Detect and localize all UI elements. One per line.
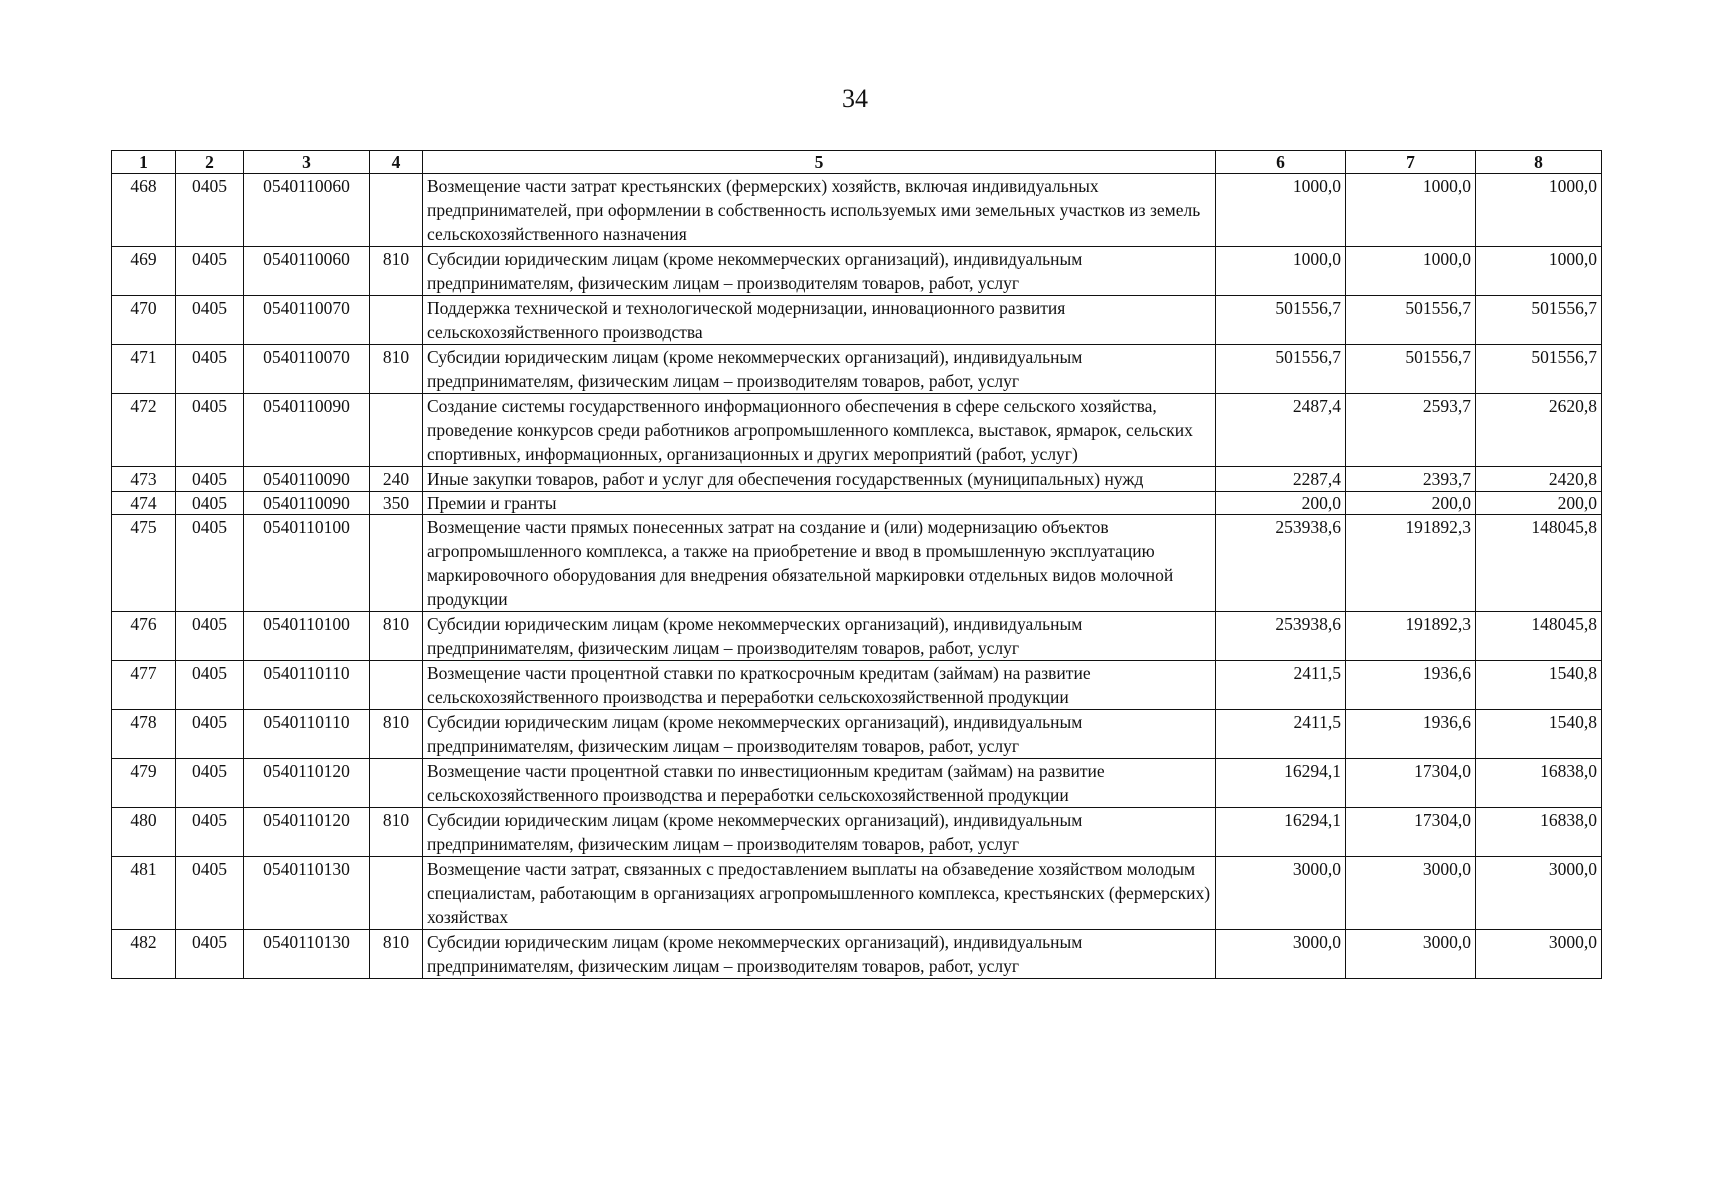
section-code: 0405 [176,857,244,930]
target-article-code: 0540110120 [244,759,370,808]
budget-table [111,150,1602,979]
amount-col-8: 3000,0 [1476,857,1602,930]
section-code: 0405 [176,808,244,857]
table-row [112,710,1602,759]
amount-col-8: 3000,0 [1476,930,1602,979]
target-article-code: 0540110120 [244,808,370,857]
table-row [112,759,1602,808]
amount-col-8: 1540,8 [1476,710,1602,759]
amount-col-7: 1936,6 [1346,710,1476,759]
col-header-5: 5 [423,151,1216,174]
target-article-code: 0540110090 [244,394,370,467]
item-name: Создание системы государственного информационного обеспечения в сфере сельского хозяйства, проведение конкурсов среди работников агропромышленного комплекса, выставок, ярмарок, сельских спортивных, информационных, организационных и других мероприятий (работ, услуг) [423,394,1216,467]
table-row [112,345,1602,394]
table-row [112,467,1602,492]
amount-col-7: 3000,0 [1346,930,1476,979]
target-article-code: 0540110060 [244,174,370,247]
table-body [112,174,1602,979]
table-row [112,612,1602,661]
row-number: 472 [112,394,176,467]
table-row [112,515,1602,612]
page-number: 34 [842,84,868,113]
target-article-code: 0540110060 [244,247,370,296]
expense-type-code [370,759,423,808]
amount-col-7: 501556,7 [1346,345,1476,394]
table-row [112,296,1602,345]
section-code: 0405 [176,612,244,661]
section-code: 0405 [176,247,244,296]
expense-type-code [370,857,423,930]
amount-col-6: 2411,5 [1216,661,1346,710]
amount-col-8: 2620,8 [1476,394,1602,467]
table-row [112,247,1602,296]
section-code: 0405 [176,515,244,612]
section-code: 0405 [176,174,244,247]
expense-type-code [370,515,423,612]
expense-type-code [370,661,423,710]
row-number: 469 [112,247,176,296]
item-name: Возмещение части затрат, связанных с предоставлением выплаты на обзаведение хозяйством молодым специалистам, работающим в организациях агропромышленного комплекса, крестьянских (фермерских) хозяйствах [423,857,1216,930]
item-name: Субсидии юридическим лицам (кроме некоммерческих организаций), индивидуальным предпринимателям, физическим лицам – производителям товаров, работ, услуг [423,808,1216,857]
item-name: Субсидии юридическим лицам (кроме некоммерческих организаций), индивидуальным предпринимателям, физическим лицам – производителям товаров, работ, услуг [423,345,1216,394]
amount-col-7: 1936,6 [1346,661,1476,710]
item-name: Премии и гранты [423,492,1216,515]
row-number: 477 [112,661,176,710]
col-header-1: 1 [112,151,176,174]
item-name: Иные закупки товаров, работ и услуг для обеспечения государственных (муниципальных) нужд [423,467,1216,492]
row-number: 481 [112,857,176,930]
target-article-code: 0540110090 [244,467,370,492]
item-name: Субсидии юридическим лицам (кроме некоммерческих организаций), индивидуальным предпринимателям, физическим лицам – производителям товаров, работ, услуг [423,612,1216,661]
expense-type-code [370,394,423,467]
amount-col-6: 200,0 [1216,492,1346,515]
amount-col-7: 1000,0 [1346,247,1476,296]
row-number: 470 [112,296,176,345]
target-article-code: 0540110110 [244,661,370,710]
section-code: 0405 [176,345,244,394]
amount-col-6: 2487,4 [1216,394,1346,467]
item-name: Возмещение части процентной ставки по краткосрочным кредитам (займам) на развитие сельскохозяйственного производства и переработки сельскохозяйственной продукции [423,661,1216,710]
section-code: 0405 [176,930,244,979]
amount-col-8: 1000,0 [1476,174,1602,247]
table-row [112,661,1602,710]
item-name: Возмещение части затрат крестьянских (фермерских) хозяйств, включая индивидуальных предпринимателей, при оформлении в собственность используемых ими земельных участков из земель сельскохозяйственного назначения [423,174,1216,247]
amount-col-6: 1000,0 [1216,247,1346,296]
amount-col-7: 191892,3 [1346,515,1476,612]
table-row [112,857,1602,930]
amount-col-6: 2287,4 [1216,467,1346,492]
section-code: 0405 [176,296,244,345]
row-number: 479 [112,759,176,808]
amount-col-6: 1000,0 [1216,174,1346,247]
amount-col-8: 16838,0 [1476,808,1602,857]
target-article-code: 0540110100 [244,515,370,612]
amount-col-8: 501556,7 [1476,345,1602,394]
amount-col-7: 2593,7 [1346,394,1476,467]
amount-col-8: 16838,0 [1476,759,1602,808]
item-name: Поддержка технической и технологической модернизации, инновационного развития сельскохозяйственного производства [423,296,1216,345]
section-code: 0405 [176,492,244,515]
amount-col-8: 148045,8 [1476,612,1602,661]
col-header-4: 4 [370,151,423,174]
header-row [112,151,1602,174]
target-article-code: 0540110100 [244,612,370,661]
amount-col-8: 1000,0 [1476,247,1602,296]
expense-type-code: 810 [370,345,423,394]
amount-col-7: 1000,0 [1346,174,1476,247]
expense-type-code: 240 [370,467,423,492]
section-code: 0405 [176,467,244,492]
section-code: 0405 [176,661,244,710]
target-article-code: 0540110070 [244,296,370,345]
expense-type-code: 810 [370,247,423,296]
amount-col-7: 17304,0 [1346,759,1476,808]
section-code: 0405 [176,394,244,467]
row-number: 476 [112,612,176,661]
amount-col-7: 191892,3 [1346,612,1476,661]
amount-col-7: 2393,7 [1346,467,1476,492]
target-article-code: 0540110130 [244,930,370,979]
row-number: 478 [112,710,176,759]
table-row [112,394,1602,467]
amount-col-7: 3000,0 [1346,857,1476,930]
row-number: 480 [112,808,176,857]
row-number: 471 [112,345,176,394]
amount-col-7: 17304,0 [1346,808,1476,857]
expense-type-code: 350 [370,492,423,515]
amount-col-6: 501556,7 [1216,296,1346,345]
col-header-3: 3 [244,151,370,174]
row-number: 473 [112,467,176,492]
row-number: 475 [112,515,176,612]
amount-col-6: 253938,6 [1216,612,1346,661]
col-header-6: 6 [1216,151,1346,174]
target-article-code: 0540110130 [244,857,370,930]
target-article-code: 0540110070 [244,345,370,394]
amount-col-6: 253938,6 [1216,515,1346,612]
table-row [112,808,1602,857]
target-article-code: 0540110110 [244,710,370,759]
table-row [112,174,1602,247]
amount-col-6: 501556,7 [1216,345,1346,394]
section-code: 0405 [176,759,244,808]
amount-col-6: 3000,0 [1216,930,1346,979]
amount-col-7: 501556,7 [1346,296,1476,345]
amount-col-6: 3000,0 [1216,857,1346,930]
row-number: 482 [112,930,176,979]
amount-col-6: 16294,1 [1216,808,1346,857]
amount-col-8: 148045,8 [1476,515,1602,612]
row-number: 474 [112,492,176,515]
item-name: Возмещение части процентной ставки по инвестиционным кредитам (займам) на развитие сельскохозяйственного производства и переработки сельскохозяйственной продукции [423,759,1216,808]
expense-type-code: 810 [370,808,423,857]
amount-col-6: 2411,5 [1216,710,1346,759]
item-name: Субсидии юридическим лицам (кроме некоммерческих организаций), индивидуальным предпринимателям, физическим лицам – производителям товаров, работ, услуг [423,710,1216,759]
amount-col-6: 16294,1 [1216,759,1346,808]
target-article-code: 0540110090 [244,492,370,515]
expense-type-code: 810 [370,612,423,661]
table-row [112,492,1602,515]
item-name: Субсидии юридическим лицам (кроме некоммерческих организаций), индивидуальным предпринимателям, физическим лицам – производителям товаров, работ, услуг [423,930,1216,979]
amount-col-7: 200,0 [1346,492,1476,515]
amount-col-8: 200,0 [1476,492,1602,515]
expense-type-code: 810 [370,710,423,759]
item-name: Возмещение части прямых понесенных затрат на создание и (или) модернизацию объектов агропромышленного комплекса, а также на приобретение и ввод в промышленную эксплуатацию маркировочного оборудования для внедрения обязательной маркировки отдельных видов молочной продукции [423,515,1216,612]
item-name: Субсидии юридическим лицам (кроме некоммерческих организаций), индивидуальным предпринимателям, физическим лицам – производителям товаров, работ, услуг [423,247,1216,296]
amount-col-8: 1540,8 [1476,661,1602,710]
col-header-2: 2 [176,151,244,174]
amount-col-8: 2420,8 [1476,467,1602,492]
col-header-8: 8 [1476,151,1602,174]
amount-col-8: 501556,7 [1476,296,1602,345]
expense-type-code [370,174,423,247]
expense-type-code [370,296,423,345]
expense-type-code: 810 [370,930,423,979]
row-number: 468 [112,174,176,247]
col-header-7: 7 [1346,151,1476,174]
table-row [112,930,1602,979]
section-code: 0405 [176,710,244,759]
